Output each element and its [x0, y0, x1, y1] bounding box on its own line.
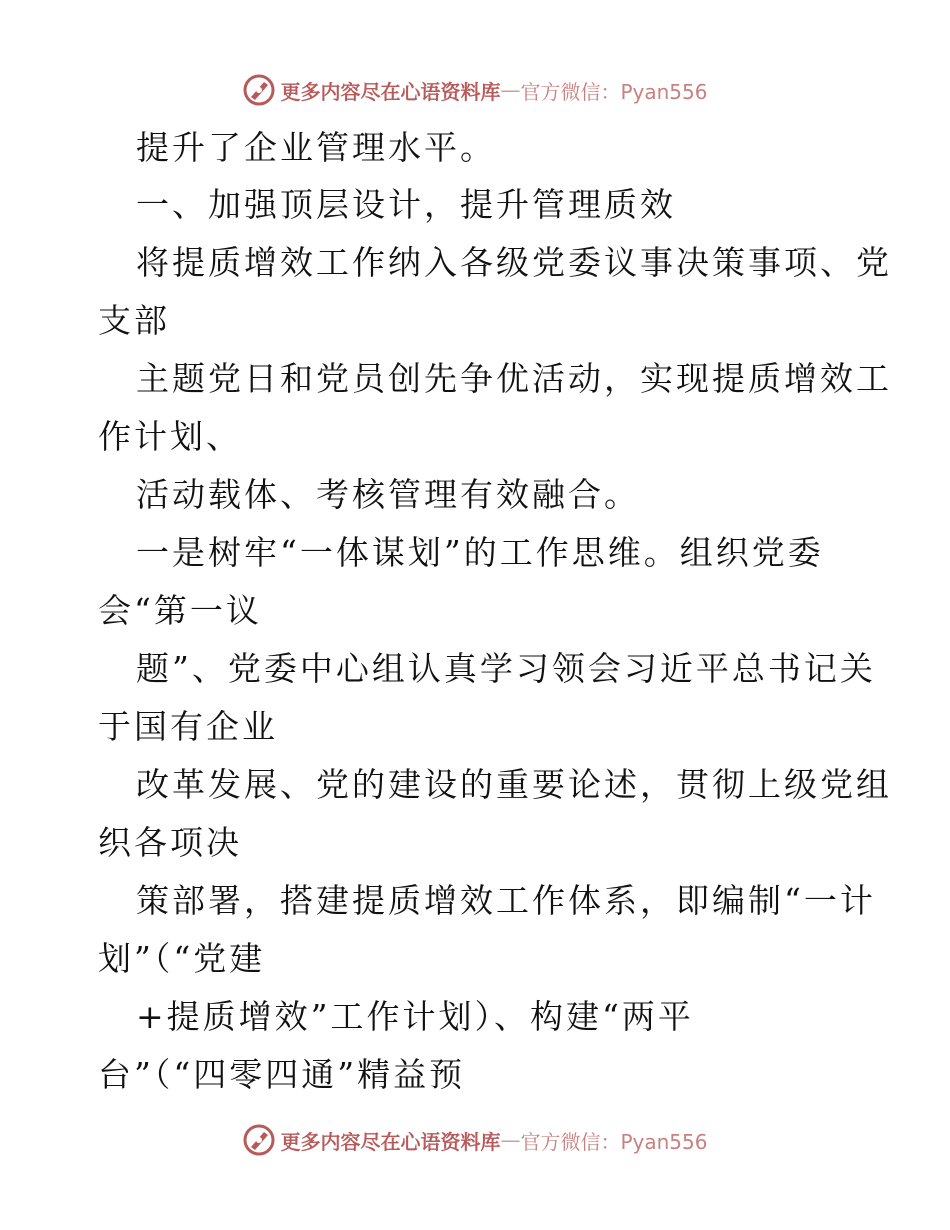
watermark-separator: —: [500, 78, 521, 102]
body-line: 一是树牢“一体谋划”的工作思维。组织党委: [136, 533, 824, 572]
header-watermark: [0, 70, 950, 110]
body-line: 支部: [98, 301, 170, 340]
body-line: 划”（“党建: [98, 939, 266, 978]
section-heading: 一、加强顶层设计，提升管理质效: [136, 185, 676, 224]
body-line: 台”（“四零四通”精益预: [98, 1055, 466, 1094]
footer-watermark: [0, 1120, 950, 1160]
body-line: 主题党日和党员创先争优活动，实现提质增效工: [136, 359, 892, 398]
body-line: 将提质增效工作纳入各级党委议事决策事项、党: [136, 243, 892, 282]
watermark-sub-text: 官方微信：Pyan556: [520, 79, 708, 104]
body-line: +提质增效”工作计划）、构建“两平: [136, 997, 694, 1036]
watermark-main-text: 更多内容尽在心语资料库: [280, 1129, 501, 1154]
body-line: 于国有企业: [98, 707, 278, 746]
pen-circle-logo-icon: [242, 1123, 276, 1157]
watermark-sub-text: 官方微信：Pyan556: [520, 1129, 708, 1154]
body-line: 作计划、: [98, 417, 242, 456]
body-line: 织各项决: [98, 823, 242, 862]
watermark-main-text: 更多内容尽在心语资料库: [280, 79, 501, 104]
body-line: 活动载体、考核管理有效融合。: [136, 475, 640, 514]
body-line: 策部署，搭建提质增效工作体系，即编制“一计: [136, 881, 876, 920]
watermark-separator: —: [500, 1128, 521, 1152]
body-line: 改革发展、党的建设的重要论述，贯彻上级党组: [136, 765, 892, 804]
body-line: 会“第一议: [98, 591, 262, 630]
pen-circle-logo-icon: [242, 73, 276, 107]
body-line: 提升了企业管理水平。: [136, 128, 496, 167]
body-line: 题”、党委中心组认真学习领会习近平总书记关: [136, 649, 876, 688]
